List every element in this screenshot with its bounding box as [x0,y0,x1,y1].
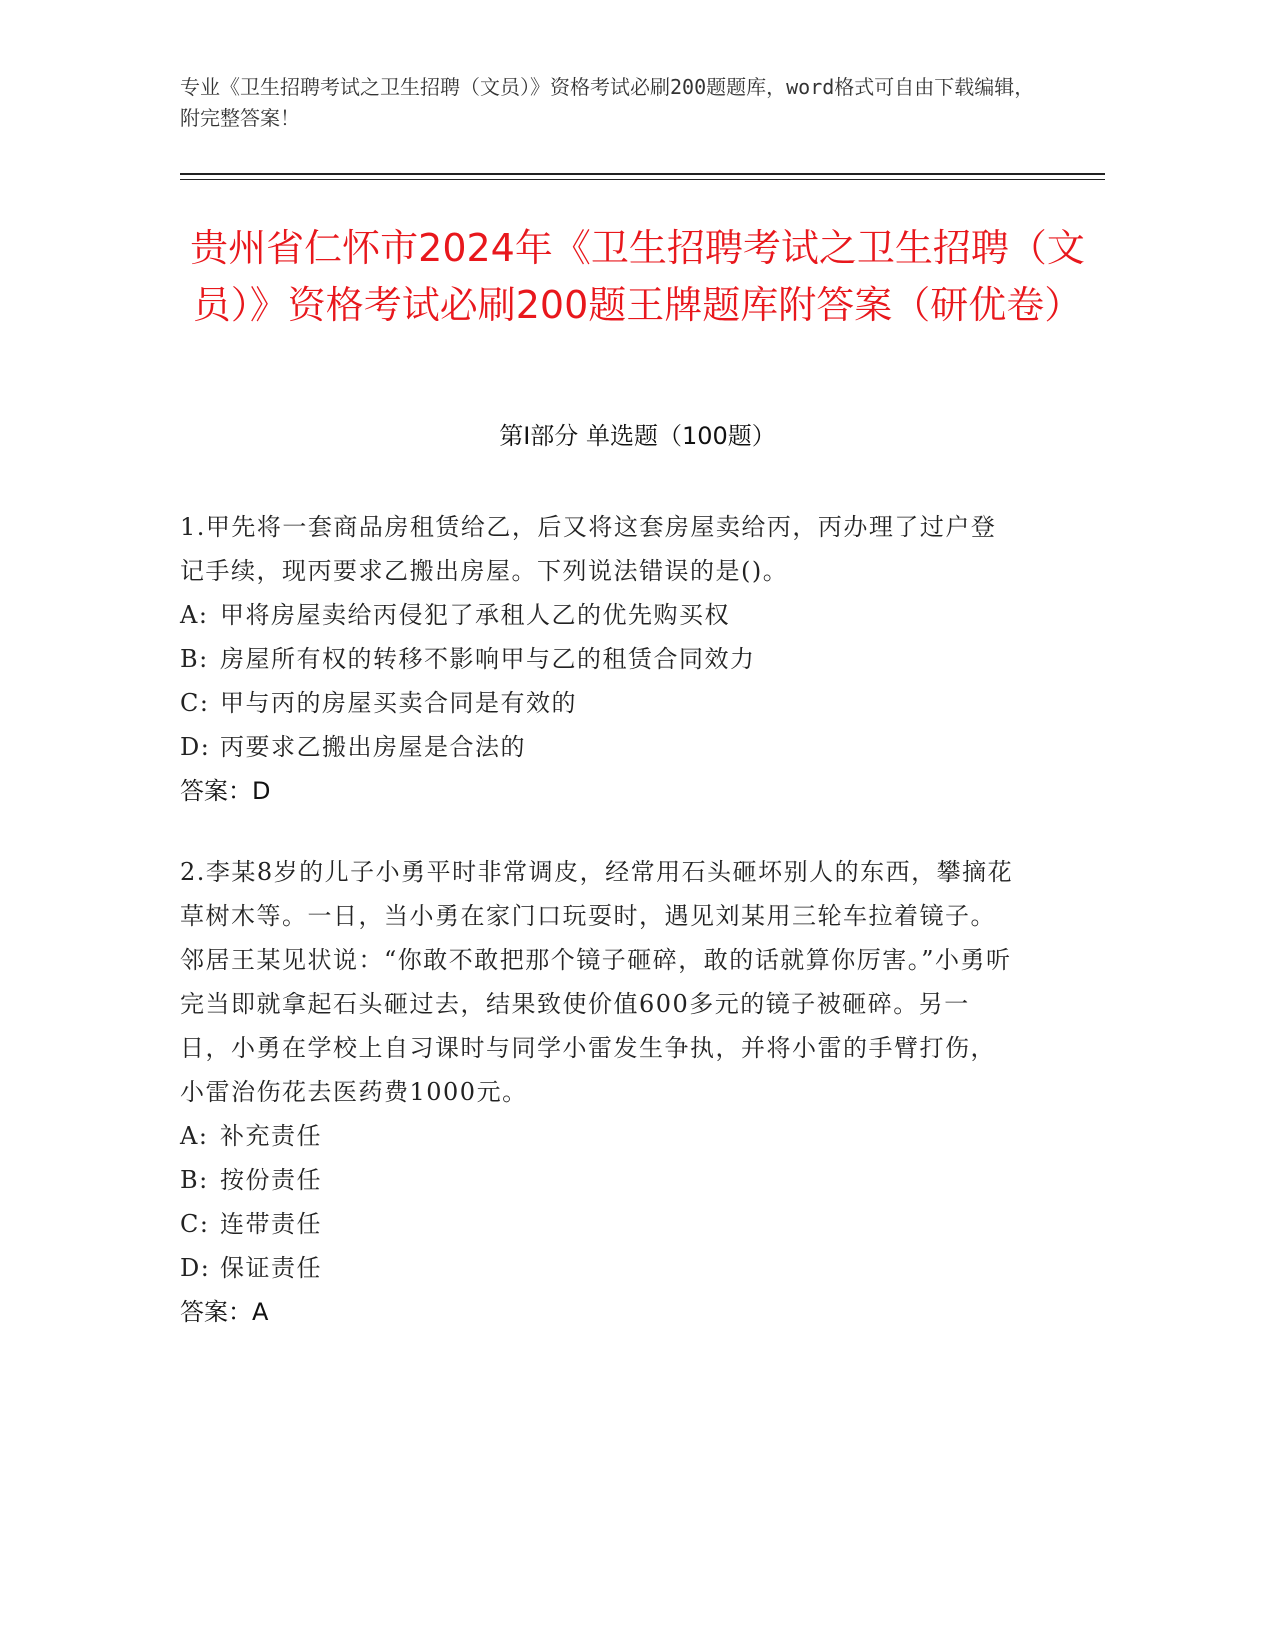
question-item [180,850,1020,1334]
option-text: 保证责任 [220,1254,322,1282]
option-text: 丙要求乙搬出房屋是合法的 [220,733,526,761]
option-a [180,1114,1020,1158]
header-divider-thin [180,179,1105,180]
question-stem: 2.李某8岁的儿子小勇平时非常调皮，经常用石头砸坏别人的东西，攀摘花草树木等。一日，当小勇在家门口玩耍时，遇见刘某用三轮车拉着镜子。邻居王某见状说：“你敢不敢把那个镜子砸碎，敢的话就算你厉害。”小勇听完当即就拿起石头砸过去，结果致使价值600多元的镜子被砸碎。另一日，小勇在学校上自习课时与同学小雷发生争执，并将小雷的手臂打伤，小雷治伤花去医药费1000元。 [180,858,1014,1106]
question-stem: 1.甲先将一套商品房租赁给乙，后又将这套房屋卖给丙，丙办理了过户登记手续，现丙要求乙搬出房屋。下列说法错误的是()。 [180,513,997,585]
option-c [180,681,1020,725]
option-key: A: [180,1122,209,1150]
option-d [180,725,1020,769]
option-a [180,593,1020,637]
option-key: C: [180,689,210,717]
answer-line: 答案：A [180,1298,269,1326]
question-item [180,505,1020,813]
option-key: B: [180,1166,209,1194]
option-key: D: [180,733,211,761]
option-text: 甲将房屋卖给丙侵犯了承租人乙的优先购买权 [220,601,730,629]
option-d [180,1246,1020,1290]
option-key: B: [180,645,209,673]
header-note: 专业《卫生招聘考试之卫生招聘（文员）》资格考试必刷200题题库，word格式可自由下载编辑，附完整答案！ [180,75,1035,130]
option-key: D: [180,1254,211,1282]
option-text: 房屋所有权的转移不影响甲与乙的租赁合同效力 [220,645,756,673]
answer-line: 答案：D [180,777,271,805]
header-divider-thick [180,173,1105,175]
option-key: C: [180,1210,210,1238]
option-text: 连带责任 [220,1210,322,1238]
option-text: 补充责任 [220,1122,322,1150]
option-b [180,637,1020,681]
option-text: 甲与丙的房屋买卖合同是有效的 [220,689,577,717]
option-key: A: [180,601,209,629]
option-text: 按份责任 [220,1166,322,1194]
option-c [180,1202,1020,1246]
document-title: 贵州省仁怀市2024年《卫生招聘考试之卫生招聘（文员）》资格考试必刷200题王牌题库附答案（研优卷） [190,226,1085,327]
section-heading: 第Ⅰ部分 单选题（100题） [499,422,776,450]
option-b [180,1158,1020,1202]
